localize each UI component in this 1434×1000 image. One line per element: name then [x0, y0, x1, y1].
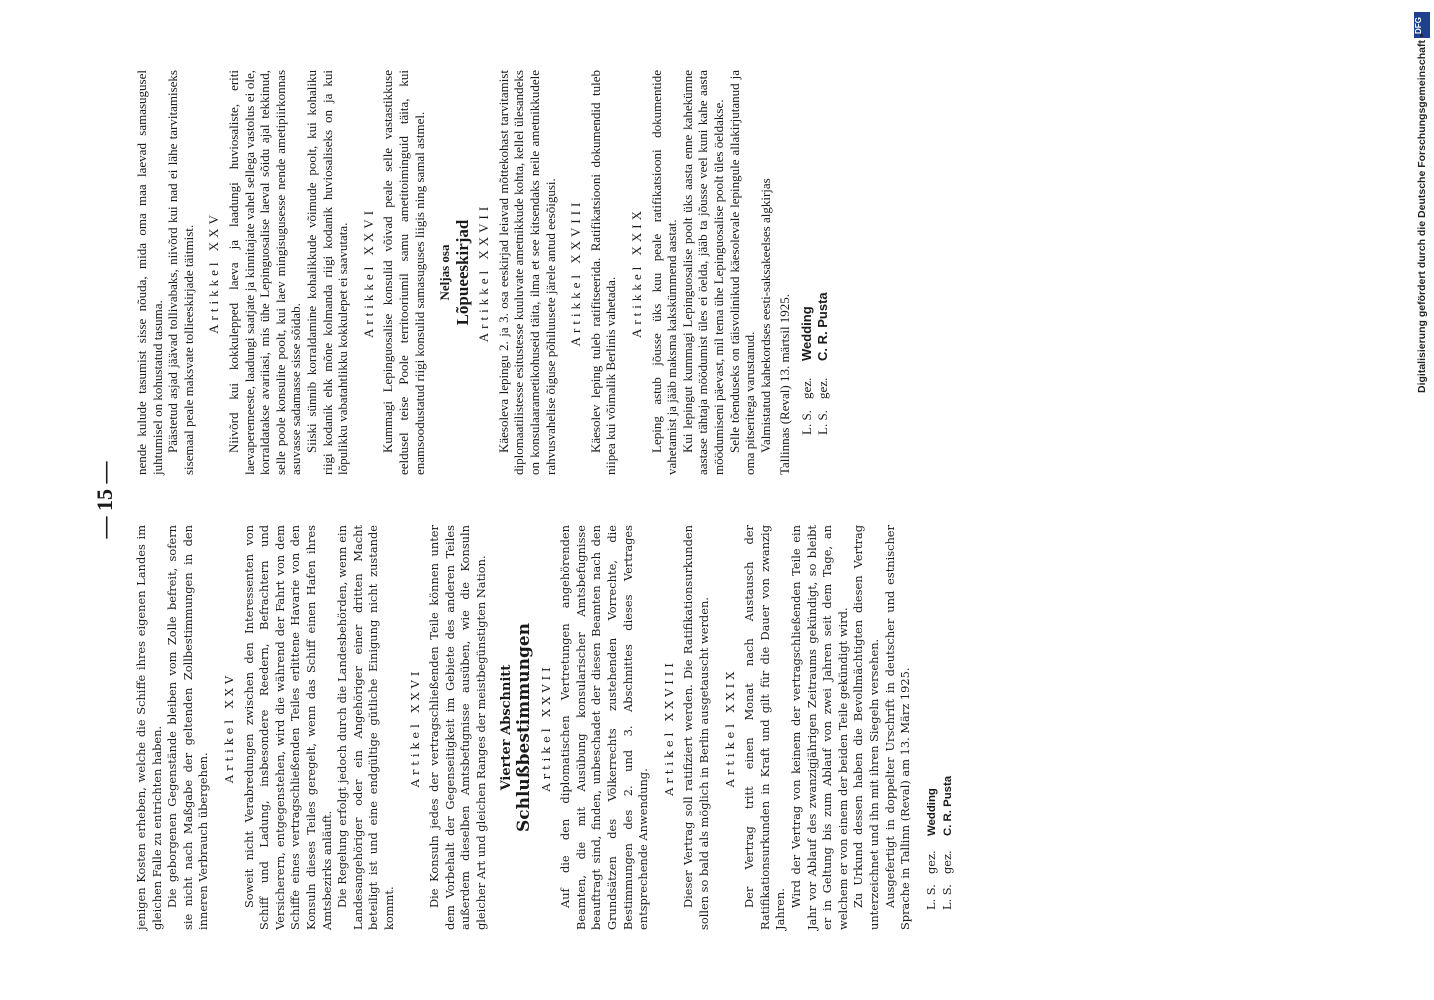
signed-abbrev: gez.	[923, 850, 938, 874]
paragraph: Käesoleva lepingu 2. ja 3. osa eeskirjad leiavad mõttekohast tarvitamist diplomaatilistesse esitustesse kuuluvate ametnikkude kohta, kellel ülesandeks on konsulaarametikohuseid täita, ilma et see kitsendaks neile ametnikkudele rahvusvahelise õiguse põhiluusete järele antud eesõigusi.	[495, 70, 558, 475]
seal-mark: L. S.	[923, 884, 938, 910]
signature-block	[924, 525, 957, 910]
signed-abbrev: gez.	[940, 850, 955, 874]
signed-abbrev: gez.	[814, 377, 830, 399]
place-date: Tallinnas (Reval) 13. märtsil 1925.	[777, 293, 793, 475]
paragraph: Siiski sünnib korraldamine kohalikkude võimude poolt, kui kohaliku riigi kodanik ehk mõne kolmanda riigi kodanik huviosaliseks on ja kui lõpulikku vabatahtlikku kokkulepet ei saavutata.	[303, 70, 351, 475]
article-heading: Artikel XXV	[221, 671, 236, 784]
article-heading: Artikkel XXVIII	[568, 198, 584, 347]
signatory-name: C. R. Pusta	[942, 775, 955, 836]
paragraph: Kui lepingut kummagi Lepinguosalise poolt üks aasta enne kahekümne aastase tähtaja möödumist üles ei öelda, jääb ta jõusse veel kuni kahe aasta möödumiseni päevast, mil tema ühe Lepinguosalise poolt üles öeldakse.	[679, 70, 726, 475]
signatory-name: C. R. Pusta	[814, 292, 830, 361]
paragraph: Kummagi Lepinguosalise konsulid võivad peale selle vastastikkuse eeldusel teise Poole territooriumil samu ametitoiminguid täita, kui enamsoodustatud riigi konsulid samasuguses liigis ning samal astmel.	[380, 70, 427, 475]
paragraph: Niivõrd kui kokkulepped laeva ja laadungi huviosaliste, eriti laevaperemeeste, laadungi saatjate ja kinnitajate vahel sellega vastolus ei ole, korraldatakse avariiasi, mis ühe Lepinguosalise laeval sõidu ajal tekkinud, selle poole konsulite poolt, kui laev mingisugusesse nende ametipiirkonnas asuvasse sadamasse sisse sõidab.	[225, 70, 304, 475]
page-number: — 15 —	[92, 461, 117, 539]
german-column	[134, 525, 957, 930]
paragraph: Auf die den diplomatischen Vertretungen angehörenden Beamten, die mit Ausübung konsularischer Amtsbefugnisse beauftragt sind, finden, unbeschadet der diesen Beamten nach den Grundsätzen des Völkerrechts zustehenden Vorrechte, die Bestimmungen des 2. und 3. Abschnittes dieses Vertrages entsprechende Anwendung.	[558, 525, 651, 930]
article-heading: Artikel XXVII	[538, 663, 553, 792]
paragraph: Käesolev leping tuleb ratifitseerida. Ratifikatsiooni dokumendid tuleb niipea kui võimalik Berlinis vahetada.	[587, 70, 619, 475]
funding-notice: Digitalisierung gefördert durch die Deutsche Forschungsgemeinschaft •	[1416, 33, 1428, 393]
document-page	[92, 70, 1202, 930]
paragraph: nende kulude tasumist sisse nõuda, mida oma maa laevad samasugusel juhtumisel on kohustatud tasuma.	[134, 70, 165, 475]
paragraph: Der Vertrag tritt einen Monat nach Austausch der Ratifikationsurkunden in Kraft und gilt für die Dauer von zwanzig Jahren.	[742, 525, 788, 930]
paragraph: Zu Urkund dessen haben die Bevollmächtigten diesen Vertrag unterzeichnet und ihn mit ihren Siegeln versehen.	[851, 525, 881, 930]
section-title: Lõpueeskirjad	[452, 219, 472, 326]
article-heading: Artikkel XXVI	[360, 206, 376, 339]
paragraph: Selle tõenduseks on täisvolinikud käesolevale lepingule allakirjutanud ja oma pitseritega varustanud.	[726, 70, 758, 475]
estonian-column	[134, 70, 830, 475]
paragraph: Valmistatud kahekordses eesti-saksakeelses algkirjas	[757, 178, 773, 453]
dfg-logo-text: DFG	[1413, 17, 1423, 34]
article-heading: Artikkel XXV	[206, 211, 222, 334]
signatory-name: Wedding	[798, 306, 814, 361]
article-heading: Artikel XXVI	[407, 667, 422, 788]
paragraph: Dieser Vertrag soll ratifiziert werden. Die Ratifikationsurkunden sollen so bald als möglich in Berlin ausgetauscht werden.	[681, 525, 711, 930]
signatory-name: Wedding	[925, 788, 938, 836]
section-heading: Vierter Abschnitt	[499, 664, 515, 791]
digitization-stamp	[1412, 8, 1432, 393]
paragraph: Päästetud asjad jäävad tollivabaks, niivõrd kui nad ei lähe tarvitamiseks sisemaal peale maksvate tollieeskirjade täitmist.	[165, 70, 196, 475]
signature-block	[799, 70, 830, 435]
paragraph: Soweit nicht Verabredungen zwischen den Interessenten von Schiff und Ladung, insbesondere Reedern, Befrachtern und Versicherern, entgegenstehen, wird die während der Fahrt von dem Schiffe eines vertragschließenden Teiles erlittene Havarie von den Konsuln dieses Teiles geregelt, wenn das Schiff einen Hafen ihres Amtsbezirks anläuft.	[241, 525, 334, 930]
paragraph: Wird der Vertrag von keinem der vertragschließenden Teile ein Jahr vor Ablauf des zwanzigjährigen Zeitraums gekündigt, so bleibt er in Geltung bis zum Ablauf von zwei Jahren seit dem Tage, an welchem er von einem der beiden Teile gekündigt wird.	[788, 525, 850, 930]
section-heading: Neljas osa	[437, 244, 453, 301]
paragraph: Ausgefertigt in doppelter Urschrift in deutscher und estnischer Sprache in Tallinn (Reval) am 13. März 1925.	[882, 525, 913, 930]
paragraph: Leping astub jõusse üks kuu peale ratifikatsiooni dokumentide vahetamist ja jääb maksma kakskümmend aastat.	[648, 70, 680, 475]
paragraph: Die Regelung erfolgt jedoch durch die Landesbehörden, wenn ein Landesangehöriger oder ein Angehöriger einer dritten Macht beteiligt ist und eine endgültige gütliche Einigung nicht zustande kommt.	[335, 525, 396, 930]
seal-mark: L. S.	[940, 884, 955, 910]
section-title: Schlußbestimmungen	[514, 622, 535, 833]
signed-abbrev: gez.	[798, 377, 814, 399]
article-heading: Artikel XXVIII	[661, 659, 676, 796]
seal-mark: L. S.	[814, 410, 830, 435]
seal-mark: L. S.	[798, 410, 814, 435]
paragraph: jenigen Kosten erheben, welche die Schiffe ihres eigenen Landes im gleichen Falle zu entrichten haben.	[134, 525, 164, 930]
article-heading: Artikkel XXIX	[629, 206, 645, 339]
article-heading: Artikkel XXVII	[476, 202, 492, 343]
article-heading: Artikel XXIX	[722, 667, 737, 788]
paragraph: Die geborgenen Gegenstände bleiben vom Zolle befreit, sofern sie nicht nach Maßgabe der geltenden Zollbestimmungen in den inneren Verbrauch übergehen.	[165, 525, 211, 930]
paragraph: Die Konsuln jedes der vertragschließenden Teile können unter dem Vorbehalt der Gegenseitigkeit im Gebiete des anderen Teiles außerdem dieselben Amtsbefugnisse ausüben, wie die Konsuln gleicher Art und gleichen Ranges der meistbegünstigten Nation.	[427, 525, 488, 930]
